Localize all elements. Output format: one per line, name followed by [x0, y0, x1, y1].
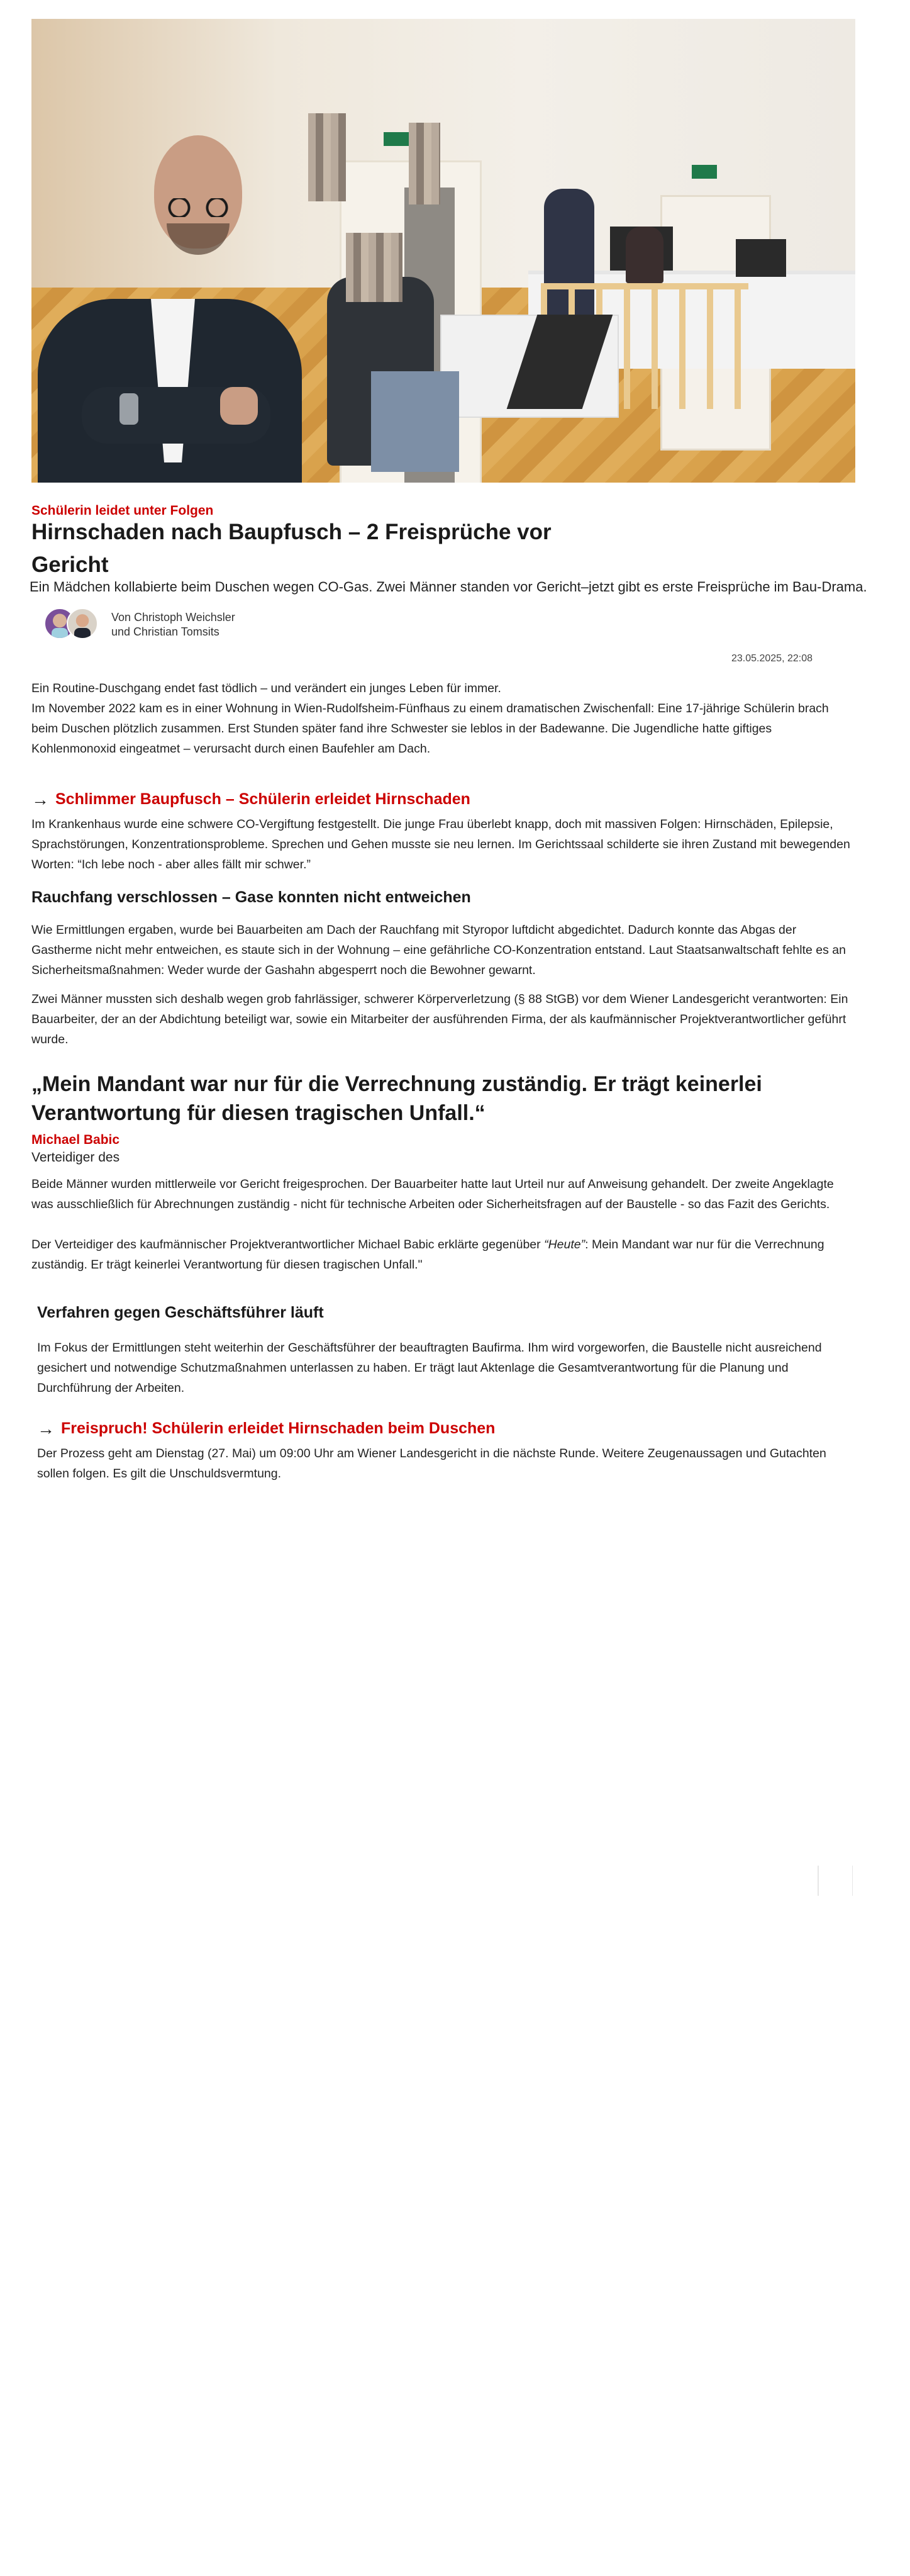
byline-line-2[interactable]: und Christian Tomsits [111, 625, 219, 638]
paragraph: Ein Routine-Duschgang endet fast tödlich – und verändert ein junges Leben für immer. [31, 681, 501, 695]
paragraph [31, 1235, 855, 1275]
paragraph-text: : Mein Mandant war nur für die Verrechnung zuständig. Er trägt keinerlei Verantwortung für diesen tragischen Unfall." [31, 1238, 824, 1272]
related-article-link[interactable] [37, 1420, 495, 1438]
pixelated-face [346, 233, 402, 302]
article-kicker: Schülerin leidet unter Folgen [31, 503, 214, 518]
byline [44, 608, 235, 642]
photo-person [626, 227, 663, 283]
photo-lawyer-portrait [31, 135, 296, 483]
paragraph: Zwei Männer mussten sich deshalb wegen grob fahrlässiger, schwerer Körperverletzung (§ 88 StGB) vor dem Wiener Landesgericht verantworten: Ein Bauarbeiter, der an der Abdichtung beteiligt war, sowie ein Mitarbeiter der ausführenden Firma, der als kaufmännischer Projektverantwortlicher geführt wurde. [31, 992, 848, 1046]
arrow-right-icon: → [31, 789, 49, 809]
paragraph-text: Der Verteidiger des kaufmännischer Projektverantwortlicher Michael Babic erklärte gegenüber [31, 1238, 545, 1252]
paragraph: Im Krankenhaus wurde eine schwere CO-Vergiftung festgestellt. Die junge Frau überlebt knapp, doch mit massiven Folgen: Hirnschäden, Epilepsie, Sprachstörungen, Konzentrationsprobleme. Sprechen und Gehen musste sie neu lernen. Im Gerichtssaal schilderte sie ihren Zustand mit bewegenden Worten: “Ich lebe noch - aber alles fällt mir schwer.” [31, 817, 850, 871]
pixelated-person [308, 113, 346, 201]
paragraph: Im November 2022 kam es in einer Wohnung in Wien-Rudolfsheim-Fünfhaus zu einem dramatischen Zwischenfall: Eine 17-jährige Schülerin brach beim Duschen plötzlich zusammen. Erst Stunden später fand ihre Schwester sie leblos in der Badewanne. Die Jugendliche hatte giftiges Kohlenmonoxid eingeatmet – verursacht durch einen Baufehler am Dach. [31, 702, 829, 756]
subheading: Verfahren gegen Geschäftsführer läuft [37, 1304, 324, 1321]
paragraph: Im Fokus der Ermittlungen steht weiterhin der Geschäftsführer der beauftragten Baufirma. Ihm wird vorgeworfen, die Baustelle nicht ausreichend gesichert und notwendige Schutzmaßnahmen unterlassen zu haben. Er trägt laut Aktenlage die Gesamtverantwortung für die Planung und Durchführung der Arbeiten. [37, 1341, 822, 1395]
quote-role: Verteidiger des [31, 1150, 120, 1165]
related-article-link[interactable] [31, 790, 470, 809]
quote-author: Michael Babic [31, 1133, 120, 1147]
related-article-title[interactable]: Schlimmer Baupfusch – Schülerin erleidet Hirnschaden [55, 790, 470, 808]
paragraph: Beide Männer wurden mittlerweile vor Gericht freigesprochen. Der Bauarbeiter hatte laut Urteil nur auf Anweisung gehandelt. Der zweite Angeklagte was ausschließlich für Abrechnungen zuständig - nicht für technische Arbeiten oder Sicherheitsfragen auf der Baustelle - so das Fazit des Gerichts. [31, 1177, 834, 1211]
hero-photo [31, 19, 855, 483]
arrow-right-icon: → [37, 1418, 55, 1438]
divider [852, 1866, 853, 1896]
article-lead: Ein Mädchen kollabierte beim Duschen wegen CO-Gas. Zwei Männer standen vor Gericht–jetzt gibt es erste Freisprüche im Bau-Drama. [30, 579, 867, 595]
author-avatars [44, 608, 104, 642]
avatar[interactable] [67, 608, 98, 639]
subheading: Rauchfang verschlossen – Gase konnten nicht entweichen [31, 888, 471, 906]
exit-sign-icon [384, 132, 409, 146]
pull-quote: „Mein Mandant war nur für die Verrechnung zuständig. Er trägt keinerlei Verantwortung für diesen tragischen Unfall.“ [31, 1072, 762, 1125]
paragraph: Der Prozess geht am Dienstag (27. Mai) um 09:00 Uhr am Wiener Landesgericht in die nächste Runde. Weitere Zeugenaussagen und Gutachten sollen folgen. Es gilt die Unschuldsvermtung. [37, 1447, 826, 1481]
divider [818, 1866, 819, 1896]
byline-line-1[interactable]: Von Christoph Weichsler [111, 611, 235, 624]
byline-text [111, 610, 235, 639]
exit-sign-icon [692, 165, 717, 179]
publish-date: 23.05.2025, 22:08 [731, 653, 813, 664]
photo-monitor [736, 239, 786, 277]
paragraph: Wie Ermittlungen ergaben, wurde bei Bauarbeiten am Dach der Rauchfang mit Styropor luftdicht abgedichtet. Dadurch konnte das Abgas der Gastherme nicht mehr entweichen, es staute sich in der Wohnung – eine gefährliche CO-Konzentration entstand. Laut Staatsanwaltschaft fehlte es an Sicherheitsmaßnahmen: Weder wurde der Gashahn abgesperrt noch die Bewohner gewarnt. [31, 923, 846, 977]
article-headline: Hirnschaden nach Baupfusch – 2 Freisprüche vor Gericht [31, 520, 552, 577]
source-name: “Heute” [544, 1238, 585, 1252]
related-article-title[interactable]: Freispruch! Schülerin erleidet Hirnschaden beim Duschen [61, 1420, 496, 1437]
photo-defendant-legs [371, 371, 459, 472]
pixelated-person [409, 123, 440, 204]
